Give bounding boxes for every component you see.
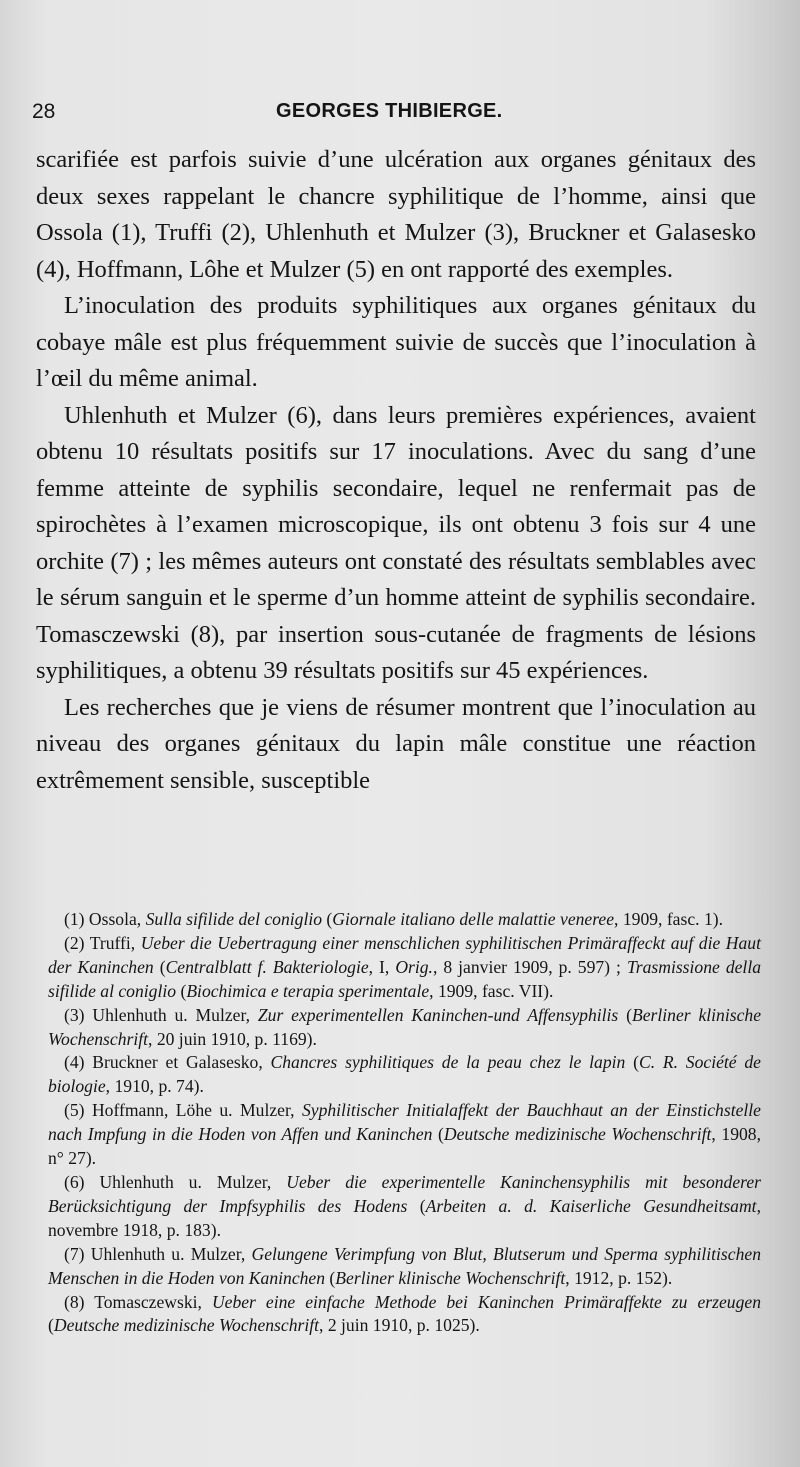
footnote-2: (2) Truffi, Ueber die Uebertragung einer menschlichen syphilitischen Primäraffeckt auf die Haut der Kaninchen (Centralblatt f. Bakteriologie, I, Orig., 8 janvier 1909, p. 597) ; Trasmissione della sifilide al coniglio (Biochimica e terapia sperimentale, 1909, fasc. VII). (48, 932, 762, 1001)
body-paragraph: L’inoculation des produits syphilitiques aux organes génitaux du cobaye mâle est plus fréquemment suivie de succès que l’inoculation à l’œil du même animal. (36, 292, 756, 392)
body-paragraph: Les recherches que je viens de résumer montrent que l’inoculation au niveau des organes génitaux du lapin mâle constitue une réaction extrêmement sensible, susceptible (36, 693, 756, 794)
footnote-7: (7) Uhlenhuth u. Mulzer, Gelungene Verimpfung von Blut, Blutserum und Sperma syphilitischen Menschen in die Hoden von Kaninchen (Berliner klinische Wochenschrift, 1912, p. 152). (48, 1243, 761, 1288)
body-paragraph: Uhlenhuth et Mulzer (6), dans leurs premières expériences, avaient obtenu 10 résultats positifs sur 17 inoculations. Avec du sang d’une femme atteinte de syphilis secondaire, lequel ne renfermait pas de spirochètes à l’examen microscopique, ils ont obtenu 3 fois sur 4 une orchite (7) ; les mêmes auteurs ont constaté des résultats semblables avec le sérum sanguin et le sperme d’un homme atteint de syphilis secondaire. Tomasczewski (8), par insertion sous-cutanée de fragments de lésions syphilitiques, a obtenu 39 résultats positifs sur 45 expériences. (36, 401, 756, 684)
footnote-8: (8) Tomasczewski, Ueber eine einfache Methode bei Kaninchen Primäraffekte zu erzeugen (Deutsche medizinische Wochenschrift, 2 juin 1910, p. 1025). (48, 1291, 761, 1336)
running-head: GEORGES THIBIERGE. (276, 100, 503, 122)
footnote-5: (5) Hoffmann, Löhe u. Mulzer, Syphilitischer Initialaffekt der Bauchhaut an der Einstichstelle nach Impfung in die Hoden von Affen und Kaninchen (Deutsche medizinische Wochenschrift, 1908, n° 27). (48, 1100, 761, 1169)
footnote-4: (4) Bruckner et Galasesko, Chancres syphilitiques de la peau chez le lapin (C. R. Société de biologie, 1910, p. 74). (48, 1052, 761, 1097)
page-header (32, 100, 762, 130)
body-paragraph: scarifiée est parfois suivie d’une ulcération aux organes génitaux des deux sexes rappelant le chancre syphilitique de l’homme, ainsi que Ossola (1), Truffi (2), Uhlenhuth et Mulzer (3), Bruckner et Galasesko (4), Hoffmann, Lôhe et Mulzer (5) en ont rapporté des exemples. (36, 146, 756, 283)
body-text (36, 142, 756, 799)
footnote-1: (1) Ossola, Sulla sifilide del coniglio (Giornale italiano delle malattie veneree, 1909, fasc. 1). (64, 909, 724, 929)
footnote-6: (6) Uhlenhuth u. Mulzer, Ueber die experimentelle Kaninchensyphilis mit besonderer Berücksichtigung der Impfsyphilis des Hodens (Arbeiten a. d. Kaiserliche Gesundheitsamt, novembre 1918, p. 183). (48, 1171, 761, 1240)
footnotes (48, 908, 761, 1338)
page-number: 28 (32, 100, 56, 123)
footnote-3: (3) Uhlenhuth u. Mulzer, Zur experimentellen Kaninchen-und Affensyphilis (Berliner klinische Wochenschrift, 20 juin 1910, p. 1169). (48, 1004, 761, 1049)
